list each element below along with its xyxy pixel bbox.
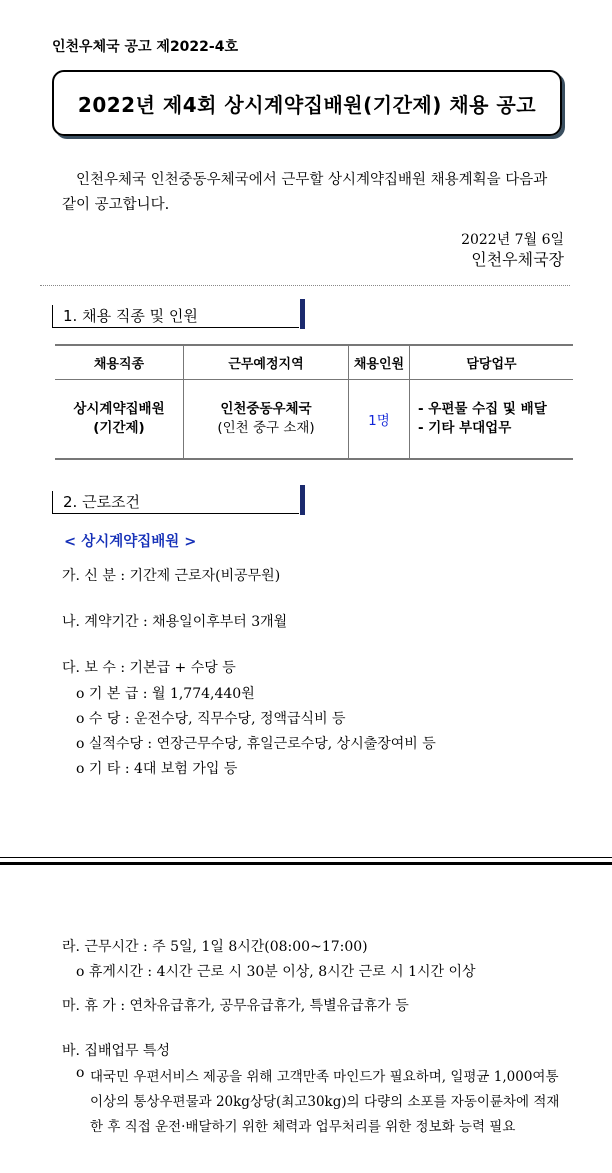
table-header-row <box>55 345 573 380</box>
pay-line: 다. 보 수 : 기본급 + 수당 등 <box>62 660 236 676</box>
table-header: 근무예정지역 <box>184 345 349 380</box>
pay-item: o 기 타 : 4대 보험 가입 등 <box>76 761 238 777</box>
notice-date: 2022년 7월 6일 <box>461 232 564 248</box>
duty-cell <box>410 380 574 460</box>
page-break-line <box>0 857 612 858</box>
job-type-cell <box>55 380 184 460</box>
section1-heading-text: 1. 채용 직종 및 인원 <box>63 307 198 325</box>
location-cell <box>184 380 349 460</box>
status-line: 가. 신 분 : 기간제 근로자(비공무원) <box>62 568 281 584</box>
job-type-line: 상시계약집배원 <box>73 401 165 417</box>
contract-period-line: 나. 계약기간 : 채용일이후부터 3개월 <box>62 614 288 630</box>
dotted-divider <box>40 285 570 286</box>
bullet-marker: o <box>76 1065 85 1081</box>
job-type-line: (기간제) <box>93 420 145 436</box>
section1-heading <box>52 305 299 328</box>
page-break-line <box>0 862 612 865</box>
intro-paragraph: 인천우체국 인천중동우체국에서 근무할 상시계약집배원 채용계획을 다음과 같이 공고합니다. <box>62 172 548 213</box>
section2-heading <box>52 491 299 514</box>
pay-item: o 기 본 급 : 월 1,774,440원 <box>76 686 255 702</box>
duty-line: - 기타 부대업무 <box>418 420 512 436</box>
section2-heading-text: 2. 근로조건 <box>63 493 141 511</box>
work-hours-line: 라. 근무시간 : 주 5일, 1일 8시간(08:00~17:00) <box>62 939 368 955</box>
duty-feature-text: 대국민 우편서비스 제공을 위해 고객만족 마인드가 필요하며, 일평균 1,000여통 이상의 통상우편물과 20kg상당(최고30kg)의 다량의 소포를 자동이륜차에 적재한 후 직접 운전·배달하기 위한 체력과 업무처리를 위한 정보화 능력 필요 <box>90 1069 560 1135</box>
location-detail: (인천 중구 소재) <box>217 420 315 436</box>
notice-number: 인천우체국 공고 제2022-4호 <box>52 39 238 55</box>
break-time-item: o 휴게시간 : 4시간 근로 시 30분 이상, 8시간 근로 시 1시간 이상 <box>76 964 476 980</box>
leave-line: 마. 휴 가 : 연차유급휴가, 공무유급휴가, 특별유급휴가 등 <box>62 998 409 1014</box>
recruitment-table <box>55 344 573 460</box>
pay-item: o 수 당 : 운전수당, 직무수당, 정액급식비 등 <box>76 711 346 727</box>
table-header: 채용인원 <box>349 345 410 380</box>
issuer-name: 인천우체국장 <box>471 250 564 269</box>
pay-item: o 실적수당 : 연장근무수당, 휴일근로수당, 상시출장여비 등 <box>76 736 436 752</box>
location-name: 인천중동우체국 <box>220 401 312 417</box>
duty-feature-line: 바. 집배업무 특성 <box>62 1043 171 1059</box>
table-header: 담당업무 <box>410 345 574 380</box>
page-title <box>52 70 562 136</box>
table-row <box>55 380 573 460</box>
headcount-cell: 1명 <box>349 380 410 460</box>
duty-line: - 우편물 수집 및 배달 <box>418 401 547 417</box>
position-subheading: < 상시계약집배원 > <box>64 534 197 550</box>
page-title-text: 2022년 제4회 상시계약집배원(기간제) 채용 공고 <box>77 92 537 117</box>
table-header: 채용직종 <box>55 345 184 380</box>
